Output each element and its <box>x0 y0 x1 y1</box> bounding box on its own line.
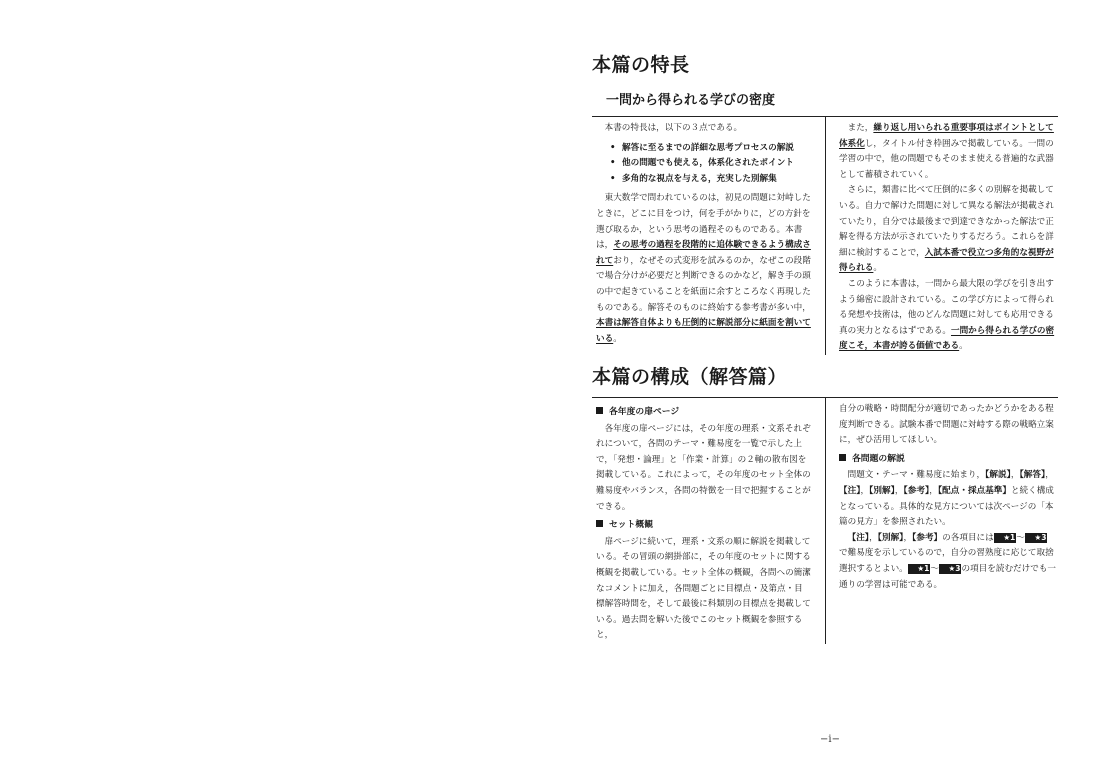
structure-paragraph: 【注】，【別解】，【参考】の各項目には ★1〜 ★3で難易度を示しているので，自分の習熟度に応じて取捨選択するとよい。 ★1〜 ★3の項目を読むだけでも一通りの学習は可能である。 <box>839 532 1057 590</box>
structure-title: 本篇の構成（解答篇） <box>592 366 788 388</box>
structure-right-column <box>825 398 1058 644</box>
feature-item: • 解答に至るまでの詳細な思考プロセスの解説 <box>610 141 811 157</box>
features-right-column <box>825 117 1058 355</box>
difficulty-level-badge: ★3 <box>1025 533 1048 543</box>
subheading-problem-explanations: 各問題の解説 <box>839 452 1056 468</box>
feature-item: • 他の問題でも使える，体系化されたポイント <box>610 156 811 172</box>
features-paragraph: このように本書は，一問から最大限の学びを引き出すよう綿密に設計されている。この学び方によって得られる発想や技術は，他のどんな問題に対しても応用できる真の実力となるはずである。一問から得られる学びの密度こそ，本書が誇る価値である。 <box>839 278 1055 352</box>
difficulty-level-badge: ★3 <box>939 564 962 574</box>
features-paragraph: また，繰り返し用いられる重要事項はポイントとして体系化し，タイトル付き枠囲みで掲載している。一問の学習の中で，他の問題でもそのまま使える普遍的な武器として蓄積されていく。 <box>839 123 1054 180</box>
features-columns <box>592 117 1058 355</box>
feature-list <box>610 141 811 188</box>
square-bullet-icon <box>596 520 603 527</box>
features-left-column <box>592 117 825 355</box>
structure-paragraph: 各年度の扉ページには，その年度の理系・文系それぞれについて，各問のテーマ・難易度を一覧で示した上で，「発想・論理」と「作業・計算」の２軸の散布図を掲載している。これによって，その年度のセット全体の難易度やバランス，各問の特徴を一目で把握することができる。 <box>596 423 811 512</box>
features-section <box>592 50 1058 355</box>
feature-item: • 多角的な視点を与える，充実した別解集 <box>610 172 811 188</box>
features-subtitle: 一問から得られる学びの密度 <box>606 93 776 108</box>
square-bullet-icon <box>839 454 846 461</box>
difficulty-level-badge: ★1 <box>994 533 1017 543</box>
subheading-year-pages: 各年度の扉ページ <box>596 405 811 421</box>
subheading-set-overview: セット概観 <box>596 518 811 534</box>
column-divider <box>825 117 826 355</box>
structure-columns <box>592 398 1058 644</box>
page-number: −i− <box>820 734 840 745</box>
features-paragraph: 東大数学で問われているのは，初見の問題に対峙したときに，どこに目をつけ，何を手がかりに，どの方針を選び取るか，という思考の過程そのものである。本書は，その思考の過程を段階的に追体験できるよう構成されており，なぜその式変形を試みるのか，なぜこの段階で場合分けが必要だと判断できるのかなど，解き手の頭の中で起きていることを紙面に余すところなく再現したものである。解答そのものに終始する参考書が多い中，本書は解答自体よりも圧倒的に解説部分に紙面を割いている。 <box>596 193 811 344</box>
features-paragraph: さらに，類書に比べて圧倒的に多くの別解を掲載している。自力で解けた問題に対して異なる解法が掲載されていたり，自分では最後まで到達できなかった解法で正解を得る方法が示されていたりするだろう。これらを詳細に検討することで，入試本番で役立つ多角的な視野が得られる。 <box>839 185 1054 274</box>
features-title: 本篇の特長 <box>592 54 690 76</box>
column-divider <box>825 398 826 644</box>
intro-text: 本書の特長は，以下の３点である。 <box>604 123 743 133</box>
difficulty-level-badge: ★1 <box>908 564 931 574</box>
structure-paragraph: 自分の戦略・時間配分が適切であったかどうかをある程度判断できる。試験本番で問題に対峙する際の戦略立案に，ぜひ活用してほしい。 <box>839 404 1054 446</box>
structure-paragraph: 問題文・テーマ・難易度に始まり，【解説】，【解答】，【注】，【別解】，【参考】，【配点・採点基準】と続く構成となっている。具体的な見方については次ページの「本篇の見方」を参照されたい。 <box>839 470 1054 528</box>
structure-paragraph: 扉ページに続いて，理系・文系の順に解説を掲載している。その冒頭の網掛部に，その年度のセットに関する概観を掲載している。セット全体の概観，各問への簡潔なコメントに加え，各問題ごとに目標点・及第点・目標解答時間を，そして最後に科類別の目標点を掲載している。過去問を解いた後でこのセット概観を参照すると， <box>596 536 811 641</box>
structure-left-column <box>592 398 825 644</box>
square-bullet-icon <box>596 407 603 414</box>
structure-section <box>592 362 1058 644</box>
